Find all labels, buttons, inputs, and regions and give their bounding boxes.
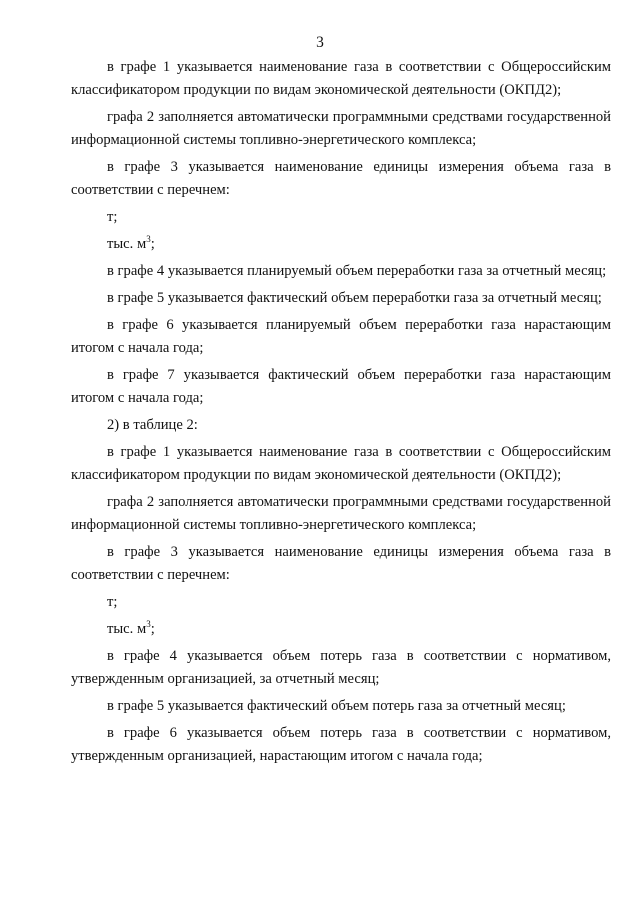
superscript: 3 [146, 234, 151, 245]
paragraph-3: в графе 3 указывается наименование единицы измерения объема газа в соответствии с перечнем: [71, 159, 611, 198]
paragraph-8: в графе 1 указывается наименование газа в соответствии с Общероссийским классификатором продукции по видам экономической деятельности (ОКПД2); [71, 444, 611, 483]
paragraph-9: графа 2 заполняется автоматически программными средствами государственной информационной системы топливно-энергетического комплекса; [71, 494, 611, 533]
paragraph-2: графа 2 заполняется автоматически программными средствами государственной информационной системы топливно-энергетического комплекса; [71, 109, 611, 148]
unit-label: тыс. м [107, 621, 147, 637]
page-number: 3 [316, 34, 324, 51]
paragraph-4: в графе 4 указывается планируемый объем переработки газа за отчетный месяц; [107, 263, 607, 279]
paragraph-11: в графе 4 указывается объем потерь газа в соответствии с нормативом, утвержденным организацией, за отчетный месяц; [71, 648, 611, 687]
paragraph-12: в графе 5 указывается фактический объем потерь газа за отчетный месяц; [107, 698, 566, 714]
unit-suffix: ; [150, 236, 155, 252]
document-body [71, 56, 611, 772]
unit-label: тыс. м [107, 236, 147, 252]
paragraph-1: в графе 1 указывается наименование газа в соответствии с Общероссийским классификатором продукции по видам экономической деятельности (ОКПД2); [71, 59, 611, 98]
paragraph-6: в графе 6 указывается планируемый объем переработки газа нарастающим итогом с начала года; [71, 317, 611, 356]
superscript: 3 [146, 619, 151, 630]
unit-item-tonnes: т; [107, 209, 118, 225]
unit-suffix: ; [150, 621, 155, 637]
paragraph-7: в графе 7 указывается фактический объем переработки газа нарастающим итогом с начала года; [71, 367, 611, 406]
paragraph-5: в графе 5 указывается фактический объем переработки газа за отчетный месяц; [107, 290, 602, 306]
unit-item-tonnes-2: т; [107, 594, 118, 610]
paragraph-10: в графе 3 указывается наименование единицы измерения объема газа в соответствии с перечнем: [71, 544, 611, 583]
table-2-heading: 2) в таблице 2: [107, 417, 198, 433]
unit-item-thousand-m3 [71, 233, 611, 256]
paragraph-13: в графе 6 указывается объем потерь газа в соответствии с нормативом, утвержденным организацией, нарастающим итогом с начала года; [71, 725, 611, 764]
unit-item-thousand-m3-2 [71, 618, 611, 641]
